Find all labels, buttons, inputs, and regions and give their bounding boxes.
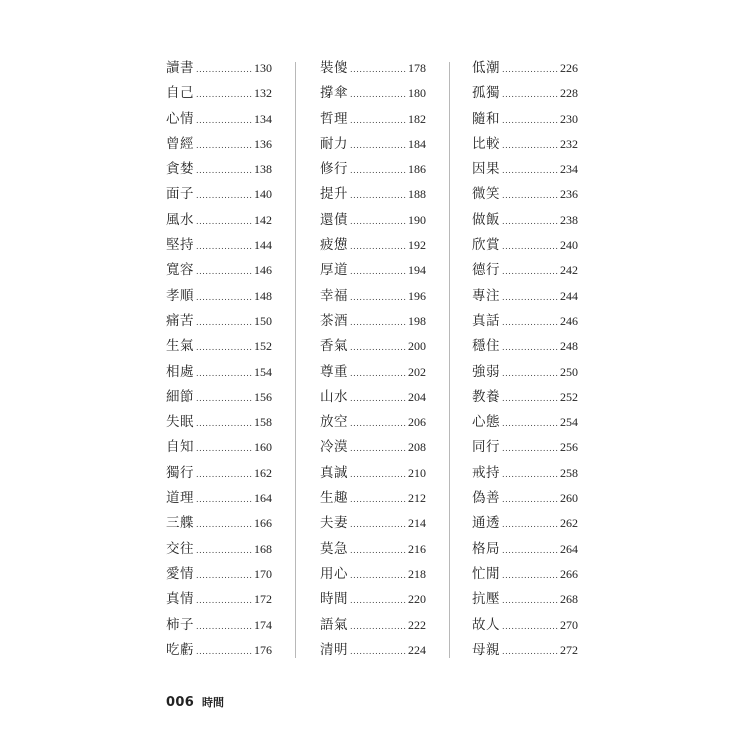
toc-entry-page: 188 [408, 187, 426, 202]
toc-entry [166, 81, 272, 106]
toc-entry-page: 142 [254, 212, 272, 227]
dot-leader [502, 82, 559, 107]
toc-entry-title: 做飯 [472, 211, 500, 228]
dot-leader [502, 285, 559, 310]
toc-entry-title: 提升 [320, 186, 348, 203]
toc-entry-page: 194 [408, 263, 426, 278]
dot-leader [196, 108, 253, 133]
dot-leader [350, 158, 407, 183]
dot-leader [196, 512, 253, 537]
toc-entry-page: 176 [254, 642, 272, 657]
toc-entry-page: 138 [254, 162, 272, 177]
toc-entry [472, 613, 578, 638]
dot-leader [350, 209, 407, 234]
toc-entry [472, 461, 578, 486]
toc-entry [166, 587, 272, 612]
dot-leader [502, 209, 559, 234]
dot-leader [350, 614, 407, 639]
toc-entry [472, 208, 578, 233]
toc-entry [472, 182, 578, 207]
toc-entry-page: 152 [254, 339, 272, 354]
toc-entry-title: 戒持 [472, 464, 500, 481]
toc-entry-title: 愛情 [166, 565, 194, 582]
toc-entry-title: 痛苦 [166, 312, 194, 329]
toc-entry-page: 222 [408, 617, 426, 632]
toc-entry-title: 自己 [166, 85, 194, 102]
toc-entry-page: 250 [560, 364, 578, 379]
toc-entry-title: 茶酒 [320, 312, 348, 329]
toc-entry-page: 150 [254, 313, 272, 328]
toc-entry [320, 360, 426, 385]
toc-entry [166, 537, 272, 562]
toc-entry [166, 182, 272, 207]
toc-entry-page: 220 [408, 592, 426, 607]
toc-entry-title: 獨行 [166, 464, 194, 481]
toc-entry-page: 224 [408, 642, 426, 657]
toc-entry-title: 細節 [166, 388, 194, 405]
toc-entry-title: 哲理 [320, 110, 348, 127]
toc-column-2 [320, 56, 426, 663]
dot-leader [502, 462, 559, 487]
toc-entry-title: 欣賞 [472, 237, 500, 254]
dot-leader [350, 259, 407, 284]
dot-leader [502, 487, 559, 512]
toc-entry [320, 284, 426, 309]
dot-leader [196, 386, 253, 411]
toc-entry-title: 貪婪 [166, 161, 194, 178]
toc-entry-title: 比較 [472, 135, 500, 152]
toc-entry-page: 244 [560, 288, 578, 303]
dot-leader [350, 361, 407, 386]
toc-entry-page: 264 [560, 541, 578, 556]
toc-entry [472, 56, 578, 81]
toc-entry-page: 268 [560, 592, 578, 607]
toc-entry-page: 146 [254, 263, 272, 278]
dot-leader [502, 512, 559, 537]
dot-leader [350, 335, 407, 360]
toc-entry [320, 410, 426, 435]
toc-entry [320, 613, 426, 638]
toc-entry-title: 隨和 [472, 110, 500, 127]
toc-entry-page: 234 [560, 162, 578, 177]
dot-leader [350, 436, 407, 461]
toc-entry [472, 537, 578, 562]
toc-entry [166, 334, 272, 359]
dot-leader [502, 588, 559, 613]
toc-entry [166, 132, 272, 157]
toc-entry-page: 240 [560, 238, 578, 253]
dot-leader [196, 563, 253, 588]
toc-entry-page: 216 [408, 541, 426, 556]
toc-entry-title: 耐力 [320, 135, 348, 152]
toc-entry-page: 258 [560, 465, 578, 480]
toc-entry-title: 抗壓 [472, 591, 500, 608]
toc-entry [320, 435, 426, 460]
toc-entry-title: 真情 [166, 591, 194, 608]
toc-entry-title: 厚道 [320, 262, 348, 279]
toc-entry [166, 638, 272, 663]
toc-entry-title: 尊重 [320, 363, 348, 380]
toc-entry-page: 228 [560, 86, 578, 101]
toc-entry-page: 272 [560, 642, 578, 657]
toc-entry-title: 因果 [472, 161, 500, 178]
toc-entry [472, 132, 578, 157]
dot-leader [350, 563, 407, 588]
toc-entry-title: 冷漠 [320, 439, 348, 456]
toc-entry-page: 130 [254, 61, 272, 75]
toc-entry [320, 132, 426, 157]
dot-leader [502, 310, 559, 335]
toc-entry [472, 233, 578, 258]
dot-leader [196, 285, 253, 310]
toc-entry [472, 309, 578, 334]
dot-leader [502, 411, 559, 436]
toc-entry-title: 強弱 [472, 363, 500, 380]
toc-entry-page: 162 [254, 465, 272, 480]
toc-entry [320, 638, 426, 663]
dot-leader [350, 310, 407, 335]
toc-entry [320, 258, 426, 283]
dot-leader [350, 588, 407, 613]
toc-entry-page: 160 [254, 440, 272, 455]
dot-leader [502, 234, 559, 259]
toc-entry [472, 638, 578, 663]
toc-entry-page: 134 [254, 111, 272, 126]
toc-entry [472, 587, 578, 612]
dot-leader [502, 108, 559, 133]
toc-entry-page: 252 [560, 389, 578, 404]
dot-leader [350, 285, 407, 310]
toc-entry-page: 242 [560, 263, 578, 278]
dot-leader [502, 538, 559, 563]
toc-entry-title: 莫急 [320, 540, 348, 557]
toc-entry-page: 218 [408, 566, 426, 581]
dot-leader [502, 183, 559, 208]
toc-entry [320, 334, 426, 359]
toc-entry-page: 206 [408, 415, 426, 430]
toc-entry [320, 587, 426, 612]
dot-leader [350, 183, 407, 208]
dot-leader [196, 209, 253, 234]
dot-leader [350, 108, 407, 133]
toc-entry-title: 柿子 [166, 616, 194, 633]
toc-entry-page: 236 [560, 187, 578, 202]
toc-entry-title: 低潮 [472, 60, 500, 76]
dot-leader [502, 57, 559, 82]
dot-leader [196, 82, 253, 107]
toc-entry-title: 生趣 [320, 490, 348, 507]
toc-entry [472, 486, 578, 511]
toc-entry-title: 真誠 [320, 464, 348, 481]
toc-entry-page: 140 [254, 187, 272, 202]
toc-entry [320, 56, 426, 81]
toc-entry [166, 562, 272, 587]
toc-entry-title: 心態 [472, 414, 500, 431]
toc-entry [472, 562, 578, 587]
dot-leader [196, 588, 253, 613]
toc-entry-title: 時間 [320, 591, 348, 608]
dot-leader [196, 335, 253, 360]
toc-entry [320, 157, 426, 182]
toc-entry-page: 196 [408, 288, 426, 303]
toc-entry-title: 相處 [166, 363, 194, 380]
toc-entry-title: 清明 [320, 641, 348, 658]
toc-entry-title: 教養 [472, 388, 500, 405]
toc-entry [320, 107, 426, 132]
dot-leader [502, 563, 559, 588]
dot-leader [196, 361, 253, 386]
toc-entry [320, 182, 426, 207]
toc-entry-title: 通透 [472, 515, 500, 532]
toc-entry [166, 613, 272, 638]
toc-entry-page: 210 [408, 465, 426, 480]
toc-entry-page: 136 [254, 136, 272, 151]
page-footer [166, 694, 224, 710]
dot-leader [350, 639, 407, 664]
toc-entry [166, 435, 272, 460]
toc-entry [320, 486, 426, 511]
toc-entry [166, 309, 272, 334]
toc-entry-title: 還債 [320, 211, 348, 228]
dot-leader [350, 411, 407, 436]
toc-entry [472, 360, 578, 385]
toc-entry-page: 208 [408, 440, 426, 455]
toc-entry-title: 讀書 [166, 60, 194, 76]
toc-entry-title: 格局 [472, 540, 500, 557]
dot-leader [196, 462, 253, 487]
dot-leader [196, 234, 253, 259]
toc-entry-title: 孝順 [166, 287, 194, 304]
toc-entry [472, 284, 578, 309]
toc-entry [166, 385, 272, 410]
dot-leader [502, 639, 559, 664]
toc-entry-title: 撐傘 [320, 85, 348, 102]
toc-entry-page: 232 [560, 136, 578, 151]
dot-leader [196, 310, 253, 335]
toc-entry [166, 233, 272, 258]
toc-entry-title: 風水 [166, 211, 194, 228]
dot-leader [196, 639, 253, 664]
toc-entry-page: 226 [560, 61, 578, 75]
toc-entry [166, 511, 272, 536]
dot-leader [502, 386, 559, 411]
dot-leader [196, 57, 253, 82]
toc-entry-title: 修行 [320, 161, 348, 178]
toc-entry-title: 忙閒 [472, 565, 500, 582]
toc-entry-title: 吃虧 [166, 641, 194, 658]
toc-entry-title: 曾經 [166, 135, 194, 152]
toc-entry [320, 562, 426, 587]
toc-entry-page: 198 [408, 313, 426, 328]
toc-entry-page: 184 [408, 136, 426, 151]
toc-entry-page: 156 [254, 389, 272, 404]
toc-entry-page: 154 [254, 364, 272, 379]
toc-entry-title: 心情 [166, 110, 194, 127]
toc-entry-page: 144 [254, 238, 272, 253]
toc-entry-page: 202 [408, 364, 426, 379]
toc-entry [166, 208, 272, 233]
toc-entry [320, 385, 426, 410]
dot-leader [350, 487, 407, 512]
toc-entry-page: 204 [408, 389, 426, 404]
column-divider [449, 62, 450, 658]
toc-entry-title: 幸福 [320, 287, 348, 304]
toc-entry-page: 172 [254, 592, 272, 607]
toc-entry-title: 微笑 [472, 186, 500, 203]
toc-entry [320, 233, 426, 258]
toc-entry-page: 260 [560, 491, 578, 506]
toc-entry-title: 堅持 [166, 237, 194, 254]
dot-leader [196, 614, 253, 639]
dot-leader [502, 133, 559, 158]
dot-leader [350, 512, 407, 537]
toc-entry [166, 157, 272, 182]
toc-entry [166, 284, 272, 309]
toc-entry-page: 200 [408, 339, 426, 354]
toc-entry [472, 157, 578, 182]
toc-column-1 [166, 56, 272, 663]
toc-entry-title: 母親 [472, 641, 500, 658]
toc-entry [472, 435, 578, 460]
toc-entry-page: 246 [560, 313, 578, 328]
toc-entry [166, 56, 272, 81]
dot-leader [502, 158, 559, 183]
toc-entry-page: 238 [560, 212, 578, 227]
toc-entry-page: 190 [408, 212, 426, 227]
toc-entry-page: 158 [254, 415, 272, 430]
toc-entry [320, 208, 426, 233]
section-title: 時間 [202, 696, 225, 709]
toc-entry-page: 270 [560, 617, 578, 632]
toc-entry-page: 170 [254, 566, 272, 581]
toc-entry [472, 410, 578, 435]
toc-entry [166, 107, 272, 132]
toc-entry [320, 511, 426, 536]
toc-entry-title: 生氣 [166, 338, 194, 355]
toc-entry-title: 偽善 [472, 490, 500, 507]
toc-entry-page: 256 [560, 440, 578, 455]
dot-leader [196, 133, 253, 158]
toc-entry-page: 148 [254, 288, 272, 303]
dot-leader [196, 436, 253, 461]
toc-entry-title: 交往 [166, 540, 194, 557]
toc-entry-title: 用心 [320, 565, 348, 582]
toc-entry [166, 410, 272, 435]
toc-entry-title: 山水 [320, 388, 348, 405]
toc-entry [320, 309, 426, 334]
toc-entry-title: 三艓 [166, 515, 194, 532]
toc-column-3 [472, 56, 578, 663]
dot-leader [350, 386, 407, 411]
toc-entry [320, 81, 426, 106]
toc-entry-page: 230 [560, 111, 578, 126]
page-number: 006 [166, 695, 195, 710]
toc-entry [166, 360, 272, 385]
toc-entry-title: 面子 [166, 186, 194, 203]
dot-leader [350, 133, 407, 158]
toc-entry-page: 262 [560, 516, 578, 531]
toc-entry [166, 258, 272, 283]
toc-entry-page: 248 [560, 339, 578, 354]
dot-leader [196, 411, 253, 436]
dot-leader [196, 158, 253, 183]
toc-entry-page: 180 [408, 86, 426, 101]
toc-entry [472, 258, 578, 283]
toc-entry-page: 166 [254, 516, 272, 531]
toc-entry-page: 178 [408, 61, 426, 75]
toc-entry-title: 德行 [472, 262, 500, 279]
dot-leader [502, 614, 559, 639]
toc-entry-page: 254 [560, 415, 578, 430]
toc-entry-title: 疲憊 [320, 237, 348, 254]
toc-entry-title: 故人 [472, 616, 500, 633]
dot-leader [502, 436, 559, 461]
toc-entry [472, 81, 578, 106]
toc-entry [472, 385, 578, 410]
toc-entry-title: 失眠 [166, 414, 194, 431]
toc-entry [320, 537, 426, 562]
toc-entry-page: 186 [408, 162, 426, 177]
toc-entry-title: 穩住 [472, 338, 500, 355]
dot-leader [502, 361, 559, 386]
toc-entry-title: 道理 [166, 490, 194, 507]
toc-entry-title: 專注 [472, 287, 500, 304]
toc-entry [472, 107, 578, 132]
dot-leader [502, 335, 559, 360]
toc-entry-page: 164 [254, 491, 272, 506]
toc-entry-title: 自知 [166, 439, 194, 456]
dot-leader [196, 183, 253, 208]
dot-leader [502, 259, 559, 284]
dot-leader [196, 259, 253, 284]
toc-entry-page: 132 [254, 86, 272, 101]
dot-leader [350, 462, 407, 487]
toc-entry-title: 真話 [472, 312, 500, 329]
column-divider [295, 62, 296, 658]
toc-entry-title: 寬容 [166, 262, 194, 279]
toc-entry-title: 夫妻 [320, 515, 348, 532]
toc-entry-title: 語氣 [320, 616, 348, 633]
toc-entry-title: 同行 [472, 439, 500, 456]
toc-entry-page: 182 [408, 111, 426, 126]
toc-entry-title: 香氣 [320, 338, 348, 355]
dot-leader [350, 82, 407, 107]
toc-entry-page: 212 [408, 491, 426, 506]
toc-entry-page: 192 [408, 238, 426, 253]
toc-entry [166, 486, 272, 511]
toc-entry [166, 461, 272, 486]
dot-leader [196, 487, 253, 512]
toc-entry-page: 174 [254, 617, 272, 632]
toc-entry-page: 214 [408, 516, 426, 531]
toc-entry [472, 334, 578, 359]
dot-leader [196, 538, 253, 563]
toc-entry-title: 孤獨 [472, 85, 500, 102]
dot-leader [350, 234, 407, 259]
toc-entry [472, 511, 578, 536]
toc-entry-title: 裝傻 [320, 60, 348, 76]
toc-entry-page: 168 [254, 541, 272, 556]
dot-leader [350, 538, 407, 563]
dot-leader [350, 57, 407, 82]
toc-entry-title: 放空 [320, 414, 348, 431]
toc-entry [320, 461, 426, 486]
toc-entry-page: 266 [560, 566, 578, 581]
